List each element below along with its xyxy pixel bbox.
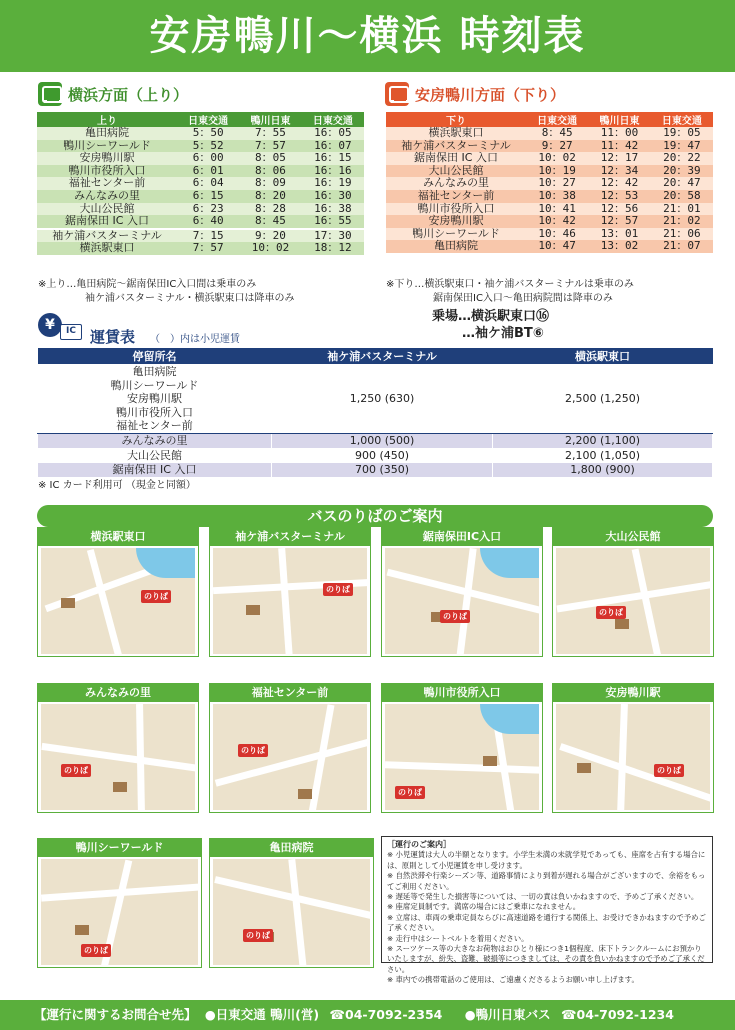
road (385, 761, 539, 774)
map-image (41, 548, 195, 654)
stop-name: 大山公民館 (38, 448, 272, 463)
info-item: ※ 車内での携帯電話のご使用は、ご遠慮くださるようお願い申し上げます。 (387, 975, 639, 985)
departure-time: 16：19 (314, 176, 352, 190)
info-item: ※ 自然渋滞や行楽シーズン等、道路事情により到着が遅れる場合がございますので、余裕をもってご利用ください。 (387, 871, 706, 891)
departure-time: 11：00 (600, 126, 639, 139)
departure-time: 5：50 (192, 126, 224, 139)
stop-name: 大山公民館 (428, 163, 484, 177)
stop-name: 安房鴨川駅 (428, 214, 484, 228)
col-header: 日東交通 (312, 116, 353, 127)
stop-map (381, 527, 543, 657)
road (456, 548, 476, 654)
departure-time: 21：02 (663, 214, 701, 228)
departure-time: 6：04 (192, 176, 224, 190)
boarding-2: …袖ケ浦BT⑥ (462, 326, 544, 341)
info-title: ［運行のご案内］ (387, 840, 451, 849)
departure-time: 8：05 (255, 151, 286, 165)
down-note-1: ※下り…横浜駅東口・袖ケ浦バスターミナルは乗車のみ (386, 279, 634, 290)
footer-phone-2[interactable]: ☎04-7092-1234 (560, 1007, 674, 1022)
map-title: 横浜駅東口 (38, 528, 198, 546)
departure-time: 16：16 (314, 163, 352, 177)
bus-icon (385, 82, 409, 106)
map-image (556, 548, 710, 654)
departure-time: 8：28 (255, 201, 286, 215)
col-header: 横浜駅東口 (493, 348, 713, 365)
up-note-1: ※上り…亀田病院〜鋸南保田IC入口間は乗車のみ (38, 279, 257, 290)
boarding-pin: のりば (81, 944, 111, 957)
departure-time: 10：19 (538, 163, 576, 177)
departure-time: 16：07 (314, 138, 352, 152)
road (556, 581, 710, 613)
departure-time: 20：22 (663, 151, 701, 165)
map-title: 袖ケ浦バスターミナル (210, 528, 370, 546)
departure-time: 6：23 (192, 201, 224, 215)
col-header: 袖ケ浦バスターミナル (272, 348, 493, 365)
down-note-2: 鋸南保田IC入口〜亀田病院間は降車のみ (433, 293, 613, 304)
yen-icon: ¥ (38, 313, 62, 337)
departure-time: 12：17 (600, 151, 639, 165)
departure-time: 16：38 (314, 201, 352, 215)
boarding-pin: のりば (395, 786, 425, 799)
stop-map (381, 683, 543, 813)
col-header: 日東交通 (661, 116, 702, 127)
table-row (37, 242, 364, 255)
departure-time: 20：58 (663, 188, 701, 202)
boarding-pin: のりば (596, 606, 626, 619)
water (480, 704, 539, 734)
map-image (213, 704, 367, 810)
stop-name: みんなみの里 (38, 433, 272, 448)
departure-time: 6：15 (192, 188, 224, 202)
footer-company-1: ●日東交通 鴨川(営) (204, 1007, 320, 1022)
stop-map (552, 527, 714, 657)
table-row (38, 433, 713, 448)
table-row (386, 190, 713, 203)
boarding-pin: のりば (654, 764, 684, 777)
departure-time: 12：57 (600, 214, 639, 228)
down-timetable (386, 112, 713, 253)
departure-time: 8：09 (255, 176, 286, 190)
map-title: みんなみの里 (38, 684, 198, 702)
building (577, 763, 591, 773)
stop-map (209, 527, 371, 657)
departure-time: 8：06 (255, 163, 286, 177)
stop-name: 鋸南保田 IC 入口 (38, 463, 272, 478)
col-header: 鴨川日東 (250, 116, 291, 127)
table-row (386, 152, 713, 165)
stop-name: 福祉センター前 (116, 419, 193, 433)
map-title: 亀田病院 (210, 839, 373, 857)
building (246, 605, 260, 615)
departure-time: 12：42 (600, 176, 639, 190)
building (298, 789, 312, 799)
stop-name: 横浜駅東口 (428, 126, 484, 139)
col-header: 日東交通 (537, 116, 578, 127)
fare-note: ※ IC カード利用可 （現金と同額） (38, 480, 196, 491)
map-image (213, 859, 370, 965)
road (617, 704, 628, 810)
stop-name: 福祉センター前 (68, 176, 146, 190)
stop-name: 鴨川市役所入口 (68, 163, 146, 177)
fare-value: 2,500 (1,250) (493, 365, 713, 434)
departure-time: 8：45 (541, 126, 573, 139)
map-image (41, 704, 195, 810)
departure-time: 7：15 (192, 228, 224, 242)
stop-name: 鴨川シーワールド (63, 138, 151, 152)
map-image (556, 704, 710, 810)
boarding-pin: のりば (141, 590, 171, 603)
table-row (37, 152, 364, 165)
departure-time: 16：30 (314, 188, 352, 202)
table-row (38, 365, 713, 434)
departure-time: 19：05 (663, 126, 701, 139)
stop-name: 鴨川シーワールド (412, 226, 500, 240)
col-header: 上り (97, 116, 117, 127)
departure-time: 9：20 (255, 228, 286, 242)
stop-name: 亀田病院 (434, 239, 478, 253)
departure-time: 7：57 (255, 138, 286, 152)
departure-time: 10：42 (538, 214, 576, 228)
departure-time: 10：38 (538, 188, 576, 202)
table-row (37, 215, 364, 229)
stop-map (209, 683, 371, 813)
stop-map (552, 683, 714, 813)
stop-name: 安房鴨川駅 (127, 392, 182, 406)
stop-name: 大山公民館 (79, 201, 135, 215)
boarding-pin: のりば (323, 583, 353, 596)
footer-company-2: ●鴨川日東バス (464, 1007, 551, 1022)
departure-time: 7：57 (192, 241, 224, 255)
info-item: ※ スーツケース等の大きなお荷物はおひとり様につき1個程度、床下トランクルームにお預かりいたしますが、紛失、盗難、破損等につきましては、その責を負いかねますので予めご了承ください。 (387, 944, 705, 974)
info-item: ※ 遅延等で発生した損害等については、一切の責は負いかねますので、予めご了承ください。 (387, 892, 699, 902)
departure-time: 8：45 (255, 214, 286, 228)
road (288, 859, 306, 965)
stop-map (209, 838, 374, 968)
boarding-pin: のりば (243, 929, 273, 942)
departure-time: 12：56 (600, 201, 639, 215)
departure-time: 19：47 (663, 138, 701, 152)
stop-name: みんなみの里 (74, 188, 140, 202)
departure-time: 11：42 (600, 138, 639, 152)
building (615, 619, 629, 629)
fare-value: 900 (450) (272, 448, 493, 463)
road (87, 549, 122, 654)
up-heading (38, 82, 188, 106)
ic-card-icon: IC (60, 324, 82, 340)
stop-name: 袖ケ浦バスターミナル (401, 138, 511, 152)
info-item: ※ 座席定員制です。満席の場合にはご乗車になれません。 (387, 902, 581, 912)
stop-map (37, 838, 202, 968)
stop-name: 亀田病院 (132, 365, 177, 378)
departure-time: 20：47 (663, 176, 701, 190)
up-timetable (37, 112, 364, 255)
stop-name: 鋸南保田 IC 入口 (65, 214, 149, 228)
footer (0, 1000, 735, 1030)
road (136, 704, 145, 810)
departure-time: 13：02 (600, 239, 639, 253)
departure-time: 16：55 (314, 214, 352, 228)
bus-icon (38, 82, 62, 106)
table-row (38, 448, 713, 463)
departure-time: 21：06 (663, 226, 701, 240)
stop-name: 亀田病院 (85, 126, 129, 139)
departure-time: 10：46 (538, 226, 576, 240)
departure-time: 20：39 (663, 163, 701, 177)
departure-time: 6：00 (192, 151, 224, 165)
table-row (37, 127, 364, 140)
col-header: 下り (446, 116, 466, 127)
departure-time: 10：47 (538, 239, 576, 253)
table-row (37, 190, 364, 203)
map-image (41, 859, 198, 965)
fare-value: 700 (350) (272, 463, 493, 478)
building (61, 598, 75, 608)
boarding-pin: のりば (238, 744, 268, 757)
map-image (213, 548, 367, 654)
fare-value: 1,000 (500) (272, 433, 493, 448)
map-title: 大山公民館 (553, 528, 713, 546)
fare-value: 1,800 (900) (493, 463, 713, 478)
departure-time: 9：27 (541, 138, 573, 152)
table-row (386, 215, 713, 228)
map-title: 福祉センター前 (210, 684, 370, 702)
stop-name: 鴨川市役所入口 (116, 405, 193, 419)
departure-time: 10：41 (538, 201, 576, 215)
departure-time: 21：07 (663, 239, 701, 253)
fare-subheading: （ ）内は小児運賃 (150, 334, 240, 345)
departure-time: 12：53 (600, 188, 639, 202)
table-row (38, 463, 713, 478)
boarding-pin: のりば (61, 764, 91, 777)
stop-name: みんなみの里 (423, 176, 489, 190)
info-item: ※ 立席は、車両の乗車定員ならびに高速道路を通行する関係上、お受けできかねますので予めご了承ください。 (387, 912, 706, 933)
road (632, 548, 662, 654)
departure-time: 8：20 (255, 188, 286, 202)
stop-map (37, 527, 199, 657)
building (113, 782, 127, 792)
footer-phone-1[interactable]: ☎04-7092-2354 (329, 1007, 443, 1022)
stop-name: 鴨川シーワールド (110, 378, 199, 392)
departure-time: 13：01 (600, 226, 639, 240)
map-image (385, 548, 539, 654)
departure-time: 10：02 (538, 151, 576, 165)
building (75, 925, 89, 935)
road (278, 548, 293, 654)
stop-name: 袖ケ浦バスターミナル (52, 228, 162, 242)
map-title: 鋸南保田IC入口 (382, 528, 542, 546)
departure-time: 18：12 (314, 241, 352, 255)
departure-time: 10：02 (251, 241, 290, 255)
boarding-pin: のりば (440, 610, 470, 623)
stop-group (38, 365, 272, 434)
col-header: 停留所名 (38, 348, 272, 365)
departure-time: 6：40 (192, 214, 224, 228)
info-item: ※ 小児運賃は大人の半額となります。小学生未満の未就学児であっても、座席を占有する場合には、原則として小児運賃を申し受けます。 (387, 850, 706, 870)
map-title: 鴨川市役所入口 (382, 684, 542, 702)
info-item: ※ 走行中はシートベルトを着用ください。 (387, 933, 529, 943)
building (483, 756, 497, 766)
map-title: 安房鴨川駅 (553, 684, 713, 702)
water (480, 548, 539, 578)
up-heading-text: 横浜方面（上り） (68, 85, 189, 104)
stop-map (37, 683, 199, 813)
table-row (386, 240, 713, 253)
guide-title: バスのりばのご案内 (37, 505, 713, 527)
stop-name: 鴨川市役所入口 (417, 201, 495, 215)
fare-value: 2,200 (1,100) (493, 433, 713, 448)
fare-value: 2,100 (1,050) (493, 448, 713, 463)
stop-name: 横浜駅東口 (79, 241, 135, 255)
stop-name: 安房鴨川駅 (79, 151, 135, 165)
stop-name: 鋸南保田 IC 入口 (414, 151, 498, 165)
map-image (385, 704, 539, 810)
fare-value: 1,250 (630) (272, 365, 493, 434)
departure-time: 5：52 (192, 138, 224, 152)
col-header: 鴨川日東 (599, 116, 640, 127)
departure-time: 17：30 (314, 228, 352, 242)
departure-time: 16：05 (314, 126, 352, 139)
table-row (386, 127, 713, 140)
stop-name: 福祉センター前 (417, 188, 495, 202)
down-heading-text: 安房鴨川方面（下り） (415, 85, 566, 104)
footer-label: 【運行に関するお問合せ先】 (34, 1007, 197, 1022)
fare-heading: 運賃表 (90, 328, 136, 346)
departure-time: 12：34 (600, 163, 639, 177)
info-box (381, 836, 713, 985)
down-heading (385, 82, 565, 106)
departure-time: 10：27 (538, 176, 576, 190)
departure-time: 6：01 (192, 163, 224, 177)
col-header: 日東交通 (188, 116, 229, 127)
up-note-2: 袖ケ浦バスターミナル・横浜駅東口は降車のみ (85, 293, 295, 304)
departure-time: 21：01 (663, 201, 701, 215)
departure-time: 7：55 (255, 126, 286, 139)
page-title: 安房鴨川〜横浜 時刻表 (0, 0, 735, 72)
boarding-1: 乗場…横浜駅東口⑯ (432, 309, 550, 324)
fare-table (37, 348, 713, 478)
departure-time: 16：15 (314, 151, 352, 165)
map-title: 鴨川シーワールド (38, 839, 201, 857)
